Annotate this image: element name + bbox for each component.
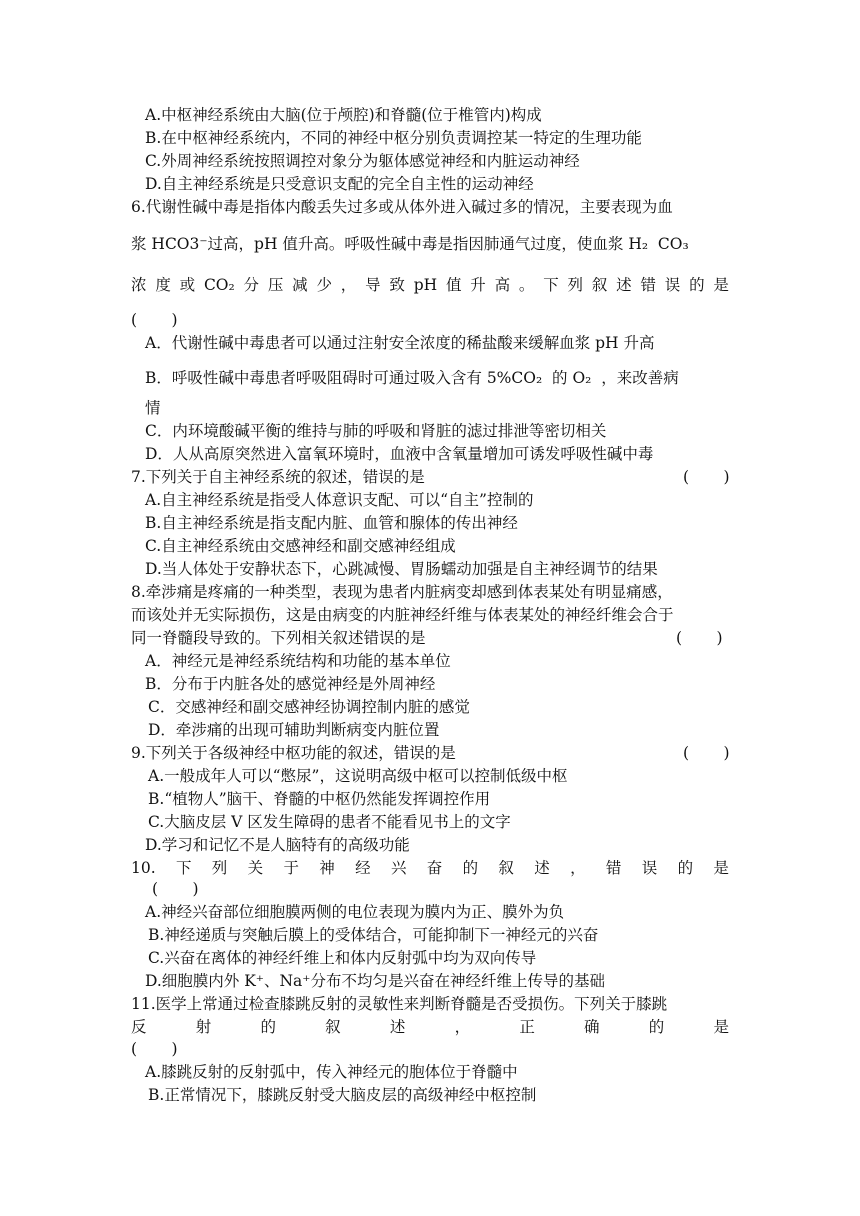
q6-stem-line2: 浆 HCO3⁻过高，pH 值升高。呼吸性碱中毒是指因肺通气过度，使血浆 H₂ CO₃ [131, 235, 689, 253]
q8-option-d: D．牵涉痛的出现可辅助判断病变内脏位置 [148, 721, 440, 739]
q9-option-d: D.学习和记忆不是人脑特有的高级功能 [145, 836, 410, 854]
q8-option-c: C．交感神经和副交感神经协调控制内脏的感觉 [148, 698, 470, 716]
q6-stem-word: 度 [155, 276, 171, 294]
q6-stem-word: 列 [567, 276, 584, 294]
q6-stem-word: ， [340, 276, 357, 294]
q6-option-c: C．内环境酸碱平衡的维持与肺的呼吸和肾脏的滤过排泄等密切相关 [145, 422, 607, 440]
q6-stem-word: 导 [365, 276, 381, 294]
q6-stem-word: 下 [543, 276, 559, 294]
q6-answer-paren: ( ) [131, 311, 178, 329]
q11-stem-word: 正 [519, 1018, 535, 1036]
q9-stem: 9.下列关于各级神经中枢功能的叙述，错误的是 [131, 744, 456, 762]
q6-stem-word: 压 [267, 276, 284, 294]
q6-stem-word: 高 [494, 276, 511, 294]
q11-option-b: B.正常情况下，膝跳反射受大脑皮层的高级神经中枢控制 [148, 1086, 537, 1104]
q7-option-d: D.当人体处于安静状态下，心跳减慢、胃肠蠕动加强是自主神经调节的结果 [145, 560, 658, 578]
q9-option-c: C.大脑皮层 V 区发生障碍的患者不能看见书上的文字 [148, 813, 511, 831]
q6-option-b-line2: 情 [145, 399, 161, 417]
q6-stem-line3 [131, 275, 729, 295]
q6-stem-word: 分 [243, 276, 260, 294]
q6-stem-word: 的 [689, 276, 705, 294]
q10-stem-word: 错 [605, 859, 622, 877]
q6-stem-word: 。 [518, 276, 535, 294]
q11-option-a: A.膝跳反射的反射弧中，传入神经元的胞体位于脊髓中 [145, 1063, 518, 1081]
q10-stem-word: 叙 [498, 859, 514, 877]
q10-stem-word: 10. [131, 859, 156, 877]
q9-option-a: A.一般成年人可以“憋尿”，这说明高级中枢可以控制低级中枢 [148, 767, 568, 785]
q11-stem-word: 确 [584, 1018, 600, 1036]
q10-stem-word: 兴 [390, 859, 407, 877]
q6-stem-word: 错 [640, 276, 656, 294]
q6-stem-word: 致 [389, 276, 405, 294]
q6-stem-word: CO₂ [203, 276, 235, 294]
q11-stem-line1: 11.医学上常通过检查膝跳反射的灵敏性来判断脊髓是否受损伤。下列关于膝跳 [131, 995, 668, 1013]
q10-option-a: A.神经兴奋部位细胞膜两侧的电位表现为膜内为正、膜外为负 [145, 903, 565, 921]
q11-stem-line2 [131, 1017, 729, 1037]
q10-stem-word: 误 [641, 859, 658, 877]
q6-stem-word: 浓 [131, 276, 147, 294]
q11-answer-paren: ( ) [131, 1040, 178, 1058]
q10-option-b: B.神经递质与突触后膜上的受体结合，可能抑制下一神经元的兴奋 [148, 926, 599, 944]
q10-stem-word: 奋 [426, 859, 443, 877]
q6-stem-word: 是 [713, 276, 729, 294]
q9-answer-paren: ( ) [683, 744, 730, 762]
q6-stem-word: pH [413, 276, 438, 294]
q10-stem-word: 经 [355, 859, 371, 877]
q6-stem-word: 升 [470, 276, 486, 294]
q6-stem-word: 少 [316, 276, 332, 294]
q6-stem-word: 值 [445, 276, 462, 294]
q6-stem-word: 述 [616, 276, 632, 294]
q11-stem-word: ， [454, 1018, 471, 1036]
q8-stem-line3: 同一脊髓段导致的。下列相关叙述错误的是 [131, 629, 426, 647]
q6-stem-word: 或 [179, 276, 196, 294]
q5-option-a: A.中枢神经系统由大脑(位于颅腔)和脊髓(位于椎管内)构成 [145, 106, 542, 124]
q5-option-c: C.外周神经系统按照调控对象分为躯体感觉神经和内脏运动神经 [145, 152, 580, 170]
q10-stem-word: 的 [677, 859, 694, 877]
q5-option-d: D.自主神经系统是只受意识支配的完全自主性的运动神经 [145, 175, 534, 193]
q10-stem-word: 关 [247, 859, 264, 877]
q6-option-d: D．人从高原突然进入富氧环境时，血液中含氧量增加可诱发呼吸性碱中毒 [145, 445, 654, 463]
q11-stem-word: 反 [131, 1018, 147, 1036]
q6-stem-word: 减 [292, 276, 308, 294]
q8-option-b: B．分布于内脏各处的感觉神经是外周神经 [145, 675, 436, 693]
q10-option-d: D.细胞膜内外 K⁺、Na⁺分布不均匀是兴奋在神经纤维上传导的基础 [145, 972, 605, 990]
q7-option-b: B.自主神经系统是指支配内脏、血管和腺体的传出神经 [145, 514, 518, 532]
q6-stem-word: 误 [664, 276, 681, 294]
q10-stem-word: 列 [211, 859, 228, 877]
q8-answer-paren: ( ) [676, 629, 723, 647]
q10-option-c: C.兴奋在离体的神经纤维上和体内反射弧中均为双向传导 [148, 949, 537, 967]
q10-stem-word: 神 [319, 859, 335, 877]
q8-option-a: A．神经元是神经系统结构和功能的基本单位 [145, 652, 451, 670]
q10-stem-word: 下 [175, 859, 192, 877]
q8-stem-line1: 8.牵涉痛是疼痛的一种类型，表现为患者内脏病变却感到体表某处有明显痛感， [131, 583, 673, 601]
q11-stem-word: 的 [648, 1018, 665, 1036]
q6-option-a: A．代谢性碱中毒患者可以通过注射安全浓度的稀盐酸来缓解血浆 pH 升高 [145, 334, 655, 352]
q10-stem-word: 的 [462, 859, 479, 877]
q6-stem-word: 叙 [591, 276, 608, 294]
q9-option-b: B.“植物人”脑干、脊髓的中枢仍然能发挥调控作用 [148, 790, 491, 808]
q11-stem-word: 叙 [325, 1018, 341, 1036]
q7-stem: 7.下列关于自主神经系统的叙述，错误的是 [131, 468, 425, 486]
q6-option-b-line1: B．呼吸性碱中毒患者呼吸阻碍时可通过吸入含有 5%CO₂ 的 O₂ ，来改善病 [145, 369, 679, 387]
q10-stem-word: 述 [534, 859, 550, 877]
q7-option-a: A.自主神经系统是指受人体意识支配、可以“自主”控制的 [145, 491, 534, 509]
q5-option-b: B.在中枢神经系统内，不同的神经中枢分别负责调控某一特定的生理功能 [145, 129, 642, 147]
q10-stem-word: ， [570, 859, 586, 877]
q11-stem-word: 射 [195, 1018, 212, 1036]
q10-stem [131, 858, 729, 878]
q11-stem-word: 述 [389, 1018, 406, 1036]
q10-stem-word: 是 [713, 859, 729, 877]
q10-answer-paren: ( ) [152, 880, 199, 898]
q7-answer-paren: ( ) [683, 468, 730, 486]
q6-stem-line1: 6.代谢性碱中毒是指体内酸丢失过多或从体外进入碱过多的情况，主要表现为血 [131, 198, 673, 216]
q8-stem-line2: 而该处并无实际损伤，这是由病变的内脏神经纤维与体表某处的神经纤维会合于 [131, 606, 674, 624]
q10-stem-word: 于 [283, 859, 299, 877]
q11-stem-word: 的 [260, 1018, 276, 1036]
q7-option-c: C.自主神经系统由交感神经和副交感神经组成 [145, 537, 456, 555]
q11-stem-word: 是 [713, 1018, 729, 1036]
